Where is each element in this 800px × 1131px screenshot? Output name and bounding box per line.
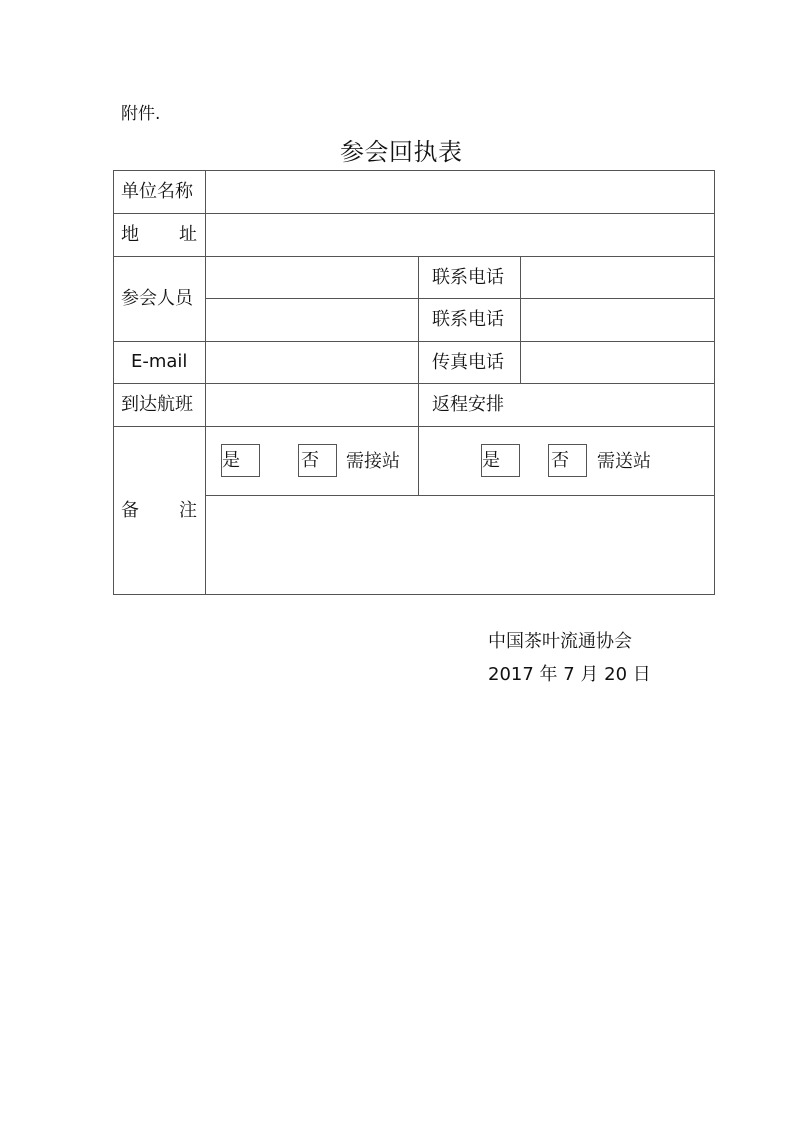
contact-phone-field-1[interactable] bbox=[521, 257, 714, 298]
address-label-char-2: 址 bbox=[179, 224, 197, 245]
unit-name-label: 单位名称 bbox=[121, 181, 193, 202]
contact-phone-label-2: 联系电话 bbox=[432, 309, 504, 330]
arrival-flight-field[interactable] bbox=[206, 384, 418, 426]
column-divider bbox=[418, 256, 419, 495]
attendee-field-1[interactable] bbox=[206, 257, 418, 298]
pickup-yes-box[interactable]: 是 bbox=[221, 444, 260, 477]
dropoff-no-box[interactable]: 否 bbox=[548, 444, 587, 477]
table-border-bottom bbox=[113, 594, 715, 595]
dropoff-label: 需送站 bbox=[597, 451, 651, 472]
email-field[interactable] bbox=[206, 342, 418, 383]
return-arrangement-field[interactable] bbox=[521, 384, 714, 426]
attachment-label: 附件. bbox=[121, 104, 161, 124]
form-title: 参会回执表 bbox=[340, 138, 463, 166]
address-field[interactable] bbox=[206, 214, 714, 256]
organization-name: 中国茶叶流通协会 bbox=[488, 631, 632, 652]
arrival-flight-label: 到达航班 bbox=[121, 394, 193, 415]
pickup-label: 需接站 bbox=[346, 451, 400, 472]
return-arrangement-label: 返程安排 bbox=[432, 394, 504, 415]
row-divider bbox=[113, 426, 715, 427]
email-label: E-mail bbox=[131, 351, 188, 372]
table-border-right bbox=[714, 170, 715, 594]
attendee-field-2[interactable] bbox=[206, 299, 418, 341]
remarks-label-char-2: 注 bbox=[179, 500, 197, 521]
receipt-form-table bbox=[113, 170, 715, 595]
address-label-char-1: 地 bbox=[121, 224, 139, 245]
attendees-label: 参会人员 bbox=[121, 288, 193, 309]
pickup-no-box[interactable]: 否 bbox=[298, 444, 337, 477]
contact-phone-field-2[interactable] bbox=[521, 299, 714, 341]
remarks-label-char-1: 备 bbox=[121, 500, 139, 521]
table-border-left bbox=[113, 170, 114, 594]
contact-phone-label-1: 联系电话 bbox=[432, 267, 504, 288]
remarks-field[interactable] bbox=[206, 496, 714, 594]
unit-name-field[interactable] bbox=[206, 171, 714, 213]
fax-label: 传真电话 bbox=[432, 352, 504, 373]
fax-field[interactable] bbox=[521, 342, 714, 383]
dropoff-yes-box[interactable]: 是 bbox=[481, 444, 520, 477]
document-date: 2017 年 7 月 20 日 bbox=[488, 664, 651, 685]
